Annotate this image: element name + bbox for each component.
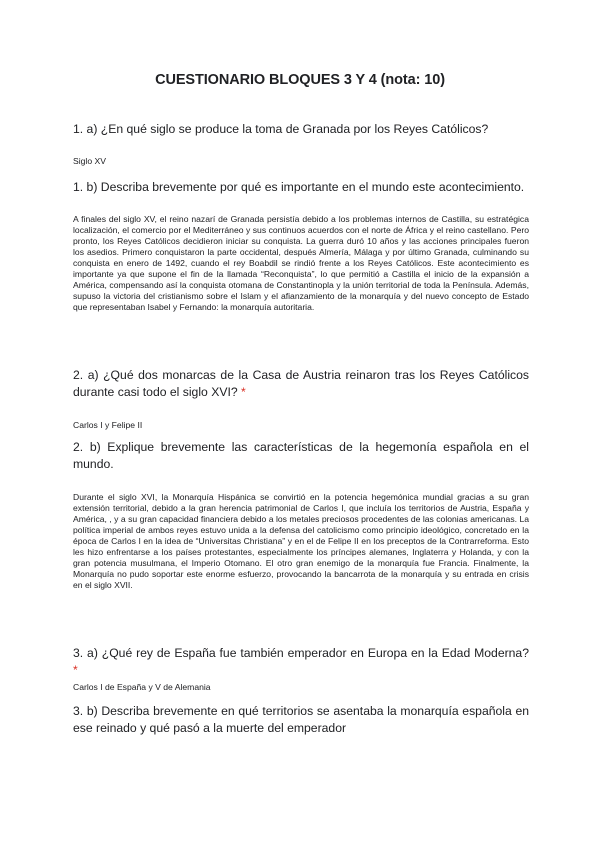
answer-2b: Durante el siglo XVI, la Monarquía Hispánica se convirtió en la potencia hegemónica mundial gracias a su gran extensión territorial, debido a la gran herencia patrimonial de Carlos I, que incluía los territorios de Austria, España y América, , y a su gran capacidad financiera debido a los metales preciosos procedentes de las colonias americanas. La política imperial de ambos reyes estuvo unida a la defensa del catolicismo como principio ideológico, concretado en la época de Carlos I en la idea de “Universitas Christiana” y en el de Felipe II en los preceptos de la Contrarreforma. Esto les hizo enfrentarse a los países protestantes, especialmente los príncipes alemanes, Inglaterra y Holanda, y con la gran potencia musulmana, el Imperio Otomano. El otro gran enemigo de la monarquía fue Francia. Finalmente, la Monarquía no pudo soportar este enorme esfuerzo, provocando la bancarrota de la monarquía y su entrada en crisis en el siglo XVII. [73,492,529,590]
question-2b-text: 2. b) Explique brevemente las características de la hegemonía española en el mundo. [73,440,529,471]
question-3b-text: 3. b) Describa brevemente en qué territorios se asentaba la monarquía española en ese reinado y qué pasó a la muerte del emperador [73,704,529,735]
question-3a-text: 3. a) ¿Qué rey de España fue también emperador en Europa en la Edad Moderna? [73,646,529,660]
answer-3a: Carlos I de España y V de Alemania [73,682,211,692]
page-title: CUESTIONARIO BLOQUES 3 Y 4 (nota: 10) [155,72,445,88]
required-mark: * [241,384,246,399]
answer-1b: A finales del siglo XV, el reino nazarí de Granada persistía debido a los problemas internos de Castilla, su estratégica localización, el comercio por el Mediterráneo y sus continuos acuerdos con el norte de África y el reino castellano. Pero pronto, los Reyes Católicos decidieron iniciar su conquista. La guerra duró 10 años y las acciones principales fueron los asedios. Primero conquistaron la parte occidental, después Almería, Málaga y por último Granada, culminando su conquista en enero de 1492, cuando el rey Boabdil se rindió frente a los Reyes Católicos. Este acontecimiento es importante ya que supone el fin de la llamada “Reconquista”, lo que permitió a Castilla el inicio de la expansión a América, compensando así la conquista otomana de Constantinopla y la unión territorial de toda la Península. Además, supuso la victoria del cristianismo sobre el Islam y el afianzamiento de la monarquía y del nuevo concepto de Estado que representaban Isabel y Fernando: la monarquía autoritaria. [73,214,529,312]
answer-1a: Siglo XV [73,156,106,166]
question-3a [73,645,529,678]
question-1a-text: 1. a) ¿En qué siglo se produce la toma de Granada por los Reyes Católicos? [73,122,489,136]
question-2a-text: 2. a) ¿Qué dos monarcas de la Casa de Austria reinaron tras los Reyes Católicos durante casi todo el siglo XVI? [73,368,529,399]
question-3b [73,703,529,736]
question-1b [73,179,529,196]
question-2b [73,439,529,472]
question-1a [73,121,529,138]
question-1b-text: 1. b) Describa brevemente por qué es importante en el mundo este acontecimiento. [73,180,525,194]
question-2a [73,367,529,400]
required-mark: * [73,662,78,677]
answer-2a: Carlos I y Felipe II [73,420,143,430]
